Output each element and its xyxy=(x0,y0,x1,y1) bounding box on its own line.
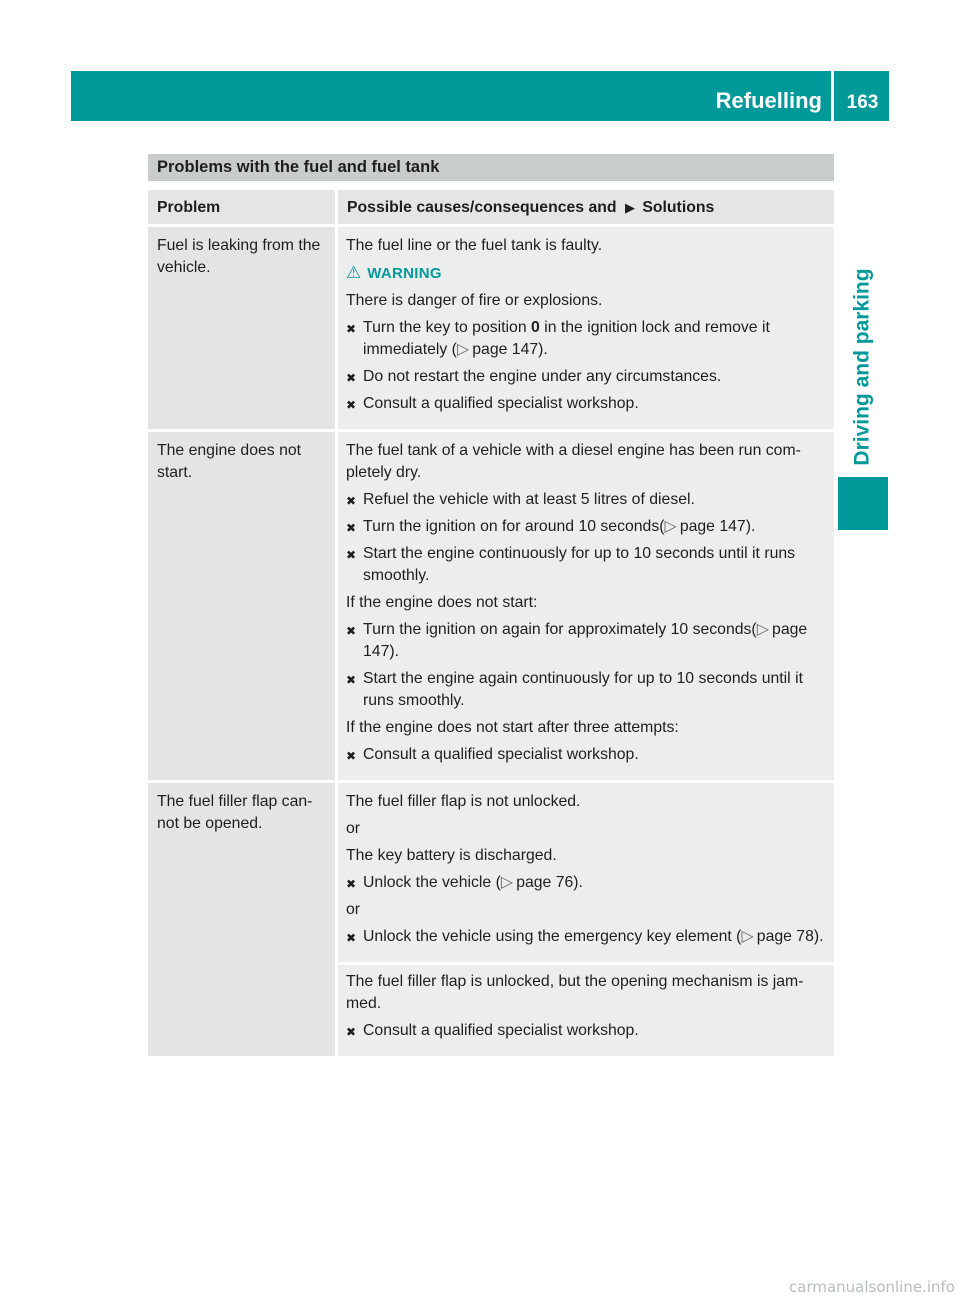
page-ref-icon: ▷ xyxy=(741,928,754,945)
page-ref: page 78). xyxy=(756,928,824,945)
cause-text: The fuel tank of a vehicle with a diesel engine has been run com-pletely dry. xyxy=(346,442,801,481)
step-text: in the ignition lock and remove it immediately ( xyxy=(363,319,770,358)
instruction-step xyxy=(346,926,828,948)
step-text: Start the engine continuously for up to 10 seconds until it runs smoothly. xyxy=(363,545,796,584)
problem-cell: The engine does not start. xyxy=(148,432,335,780)
cause-text: The fuel line or the fuel tank is faulty. xyxy=(346,237,603,254)
step-arrow-icon: ✖ xyxy=(346,494,357,508)
step-arrow-icon: ✖ xyxy=(346,548,357,562)
step-text: Start the engine again continuously for up to 10 seconds until it runs smoothly. xyxy=(363,670,803,709)
step-arrow-icon: ✖ xyxy=(346,624,357,638)
column-header-solutions xyxy=(338,190,834,224)
step-text: Turn the ignition on for around 10 seconds( xyxy=(363,518,665,535)
instruction-step xyxy=(346,543,828,587)
solution-cell xyxy=(338,432,834,780)
step-text: Unlock the vehicle using the emergency key element ( xyxy=(363,928,742,945)
watermark: carmanualsonline.info xyxy=(789,1278,955,1296)
or-text: or xyxy=(346,901,361,918)
step-text: Turn the ignition on again for approximately 10 seconds( xyxy=(363,621,757,638)
cause-text: The fuel filler flap is unlocked, but the opening mechanism is jam-med. xyxy=(346,973,804,1012)
or-text: or xyxy=(346,820,361,837)
column-header-solutions-label: Possible causes/consequences and xyxy=(347,199,617,216)
warning-heading xyxy=(346,262,828,285)
page-ref: page 76). xyxy=(516,874,583,891)
page-number: 163 xyxy=(846,92,879,113)
side-tab-block xyxy=(838,477,888,530)
page-ref: page 147). xyxy=(679,518,756,535)
step-arrow-icon: ✖ xyxy=(346,398,357,412)
step-arrow-icon: ✖ xyxy=(346,371,357,385)
instruction-step xyxy=(346,317,828,361)
cause-text: The fuel filler flap is not unlocked. xyxy=(346,793,581,810)
instruction-step xyxy=(346,489,828,511)
solution-group xyxy=(338,783,834,1056)
step-text: Consult a qualified specialist workshop. xyxy=(363,1022,639,1039)
page-ref-icon: ▷ xyxy=(664,518,677,535)
page-ref: page 147). xyxy=(472,341,548,358)
header-divider xyxy=(831,71,834,121)
warning-text: There is danger of fire or explosions. xyxy=(346,292,603,309)
solution-cell xyxy=(338,962,834,1056)
page-ref-icon: ▷ xyxy=(756,621,769,638)
page-ref: page 147). xyxy=(363,621,808,660)
side-tab-label: Driving and parking xyxy=(851,268,875,466)
step-arrow-icon: ✖ xyxy=(346,322,357,336)
step-arrow-icon: ✖ xyxy=(346,877,357,891)
step-text: Consult a qualified specialist workshop. xyxy=(363,395,639,412)
instruction-step xyxy=(346,516,828,538)
step-text: Turn the key to position xyxy=(363,319,532,336)
step-bold-value: 0 xyxy=(531,319,540,336)
section-title: Refuelling xyxy=(715,88,822,113)
instruction-step xyxy=(346,619,828,663)
problem-cell: The fuel filler flap can-not be opened. xyxy=(148,783,335,1056)
step-arrow-icon: ✖ xyxy=(346,1025,357,1039)
step-text: Do not restart the engine under any circumstances. xyxy=(363,368,722,385)
step-text: Refuel the vehicle with at least 5 litres of diesel. xyxy=(363,491,695,508)
step-arrow-icon: ✖ xyxy=(346,749,357,763)
instruction-step xyxy=(346,668,828,712)
play-arrow-icon: ▶ xyxy=(624,200,635,215)
step-arrow-icon: ✖ xyxy=(346,673,357,687)
step-text: Consult a qualified specialist workshop. xyxy=(363,746,639,763)
step-text: Unlock the vehicle ( xyxy=(363,874,501,891)
solution-cell xyxy=(338,227,834,429)
instruction-step xyxy=(346,744,828,766)
column-header-problem: Problem xyxy=(148,190,335,224)
warning-label: WARNING xyxy=(367,265,442,282)
step-arrow-icon: ✖ xyxy=(346,931,357,945)
problem-cell: Fuel is leaking from the vehicle. xyxy=(148,227,335,429)
page-ref-icon: ▷ xyxy=(456,341,470,358)
instruction-step xyxy=(346,366,828,388)
page-ref-icon: ▷ xyxy=(500,874,514,891)
cause-text: The key battery is discharged. xyxy=(346,847,557,864)
warning-triangle-icon: ⚠ xyxy=(346,263,362,282)
solution-cell xyxy=(338,783,834,962)
column-header-solutions-suffix: Solutions xyxy=(642,199,715,216)
instruction-step xyxy=(346,872,828,894)
instruction-step xyxy=(346,393,828,415)
note-text: If the engine does not start: xyxy=(346,594,538,611)
table-title: Problems with the fuel and fuel tank xyxy=(148,154,834,181)
instruction-step xyxy=(346,1020,828,1042)
note-text: If the engine does not start after three attempts: xyxy=(346,719,679,736)
problems-table xyxy=(148,190,834,1056)
side-tab xyxy=(838,248,888,486)
step-arrow-icon: ✖ xyxy=(346,521,357,535)
